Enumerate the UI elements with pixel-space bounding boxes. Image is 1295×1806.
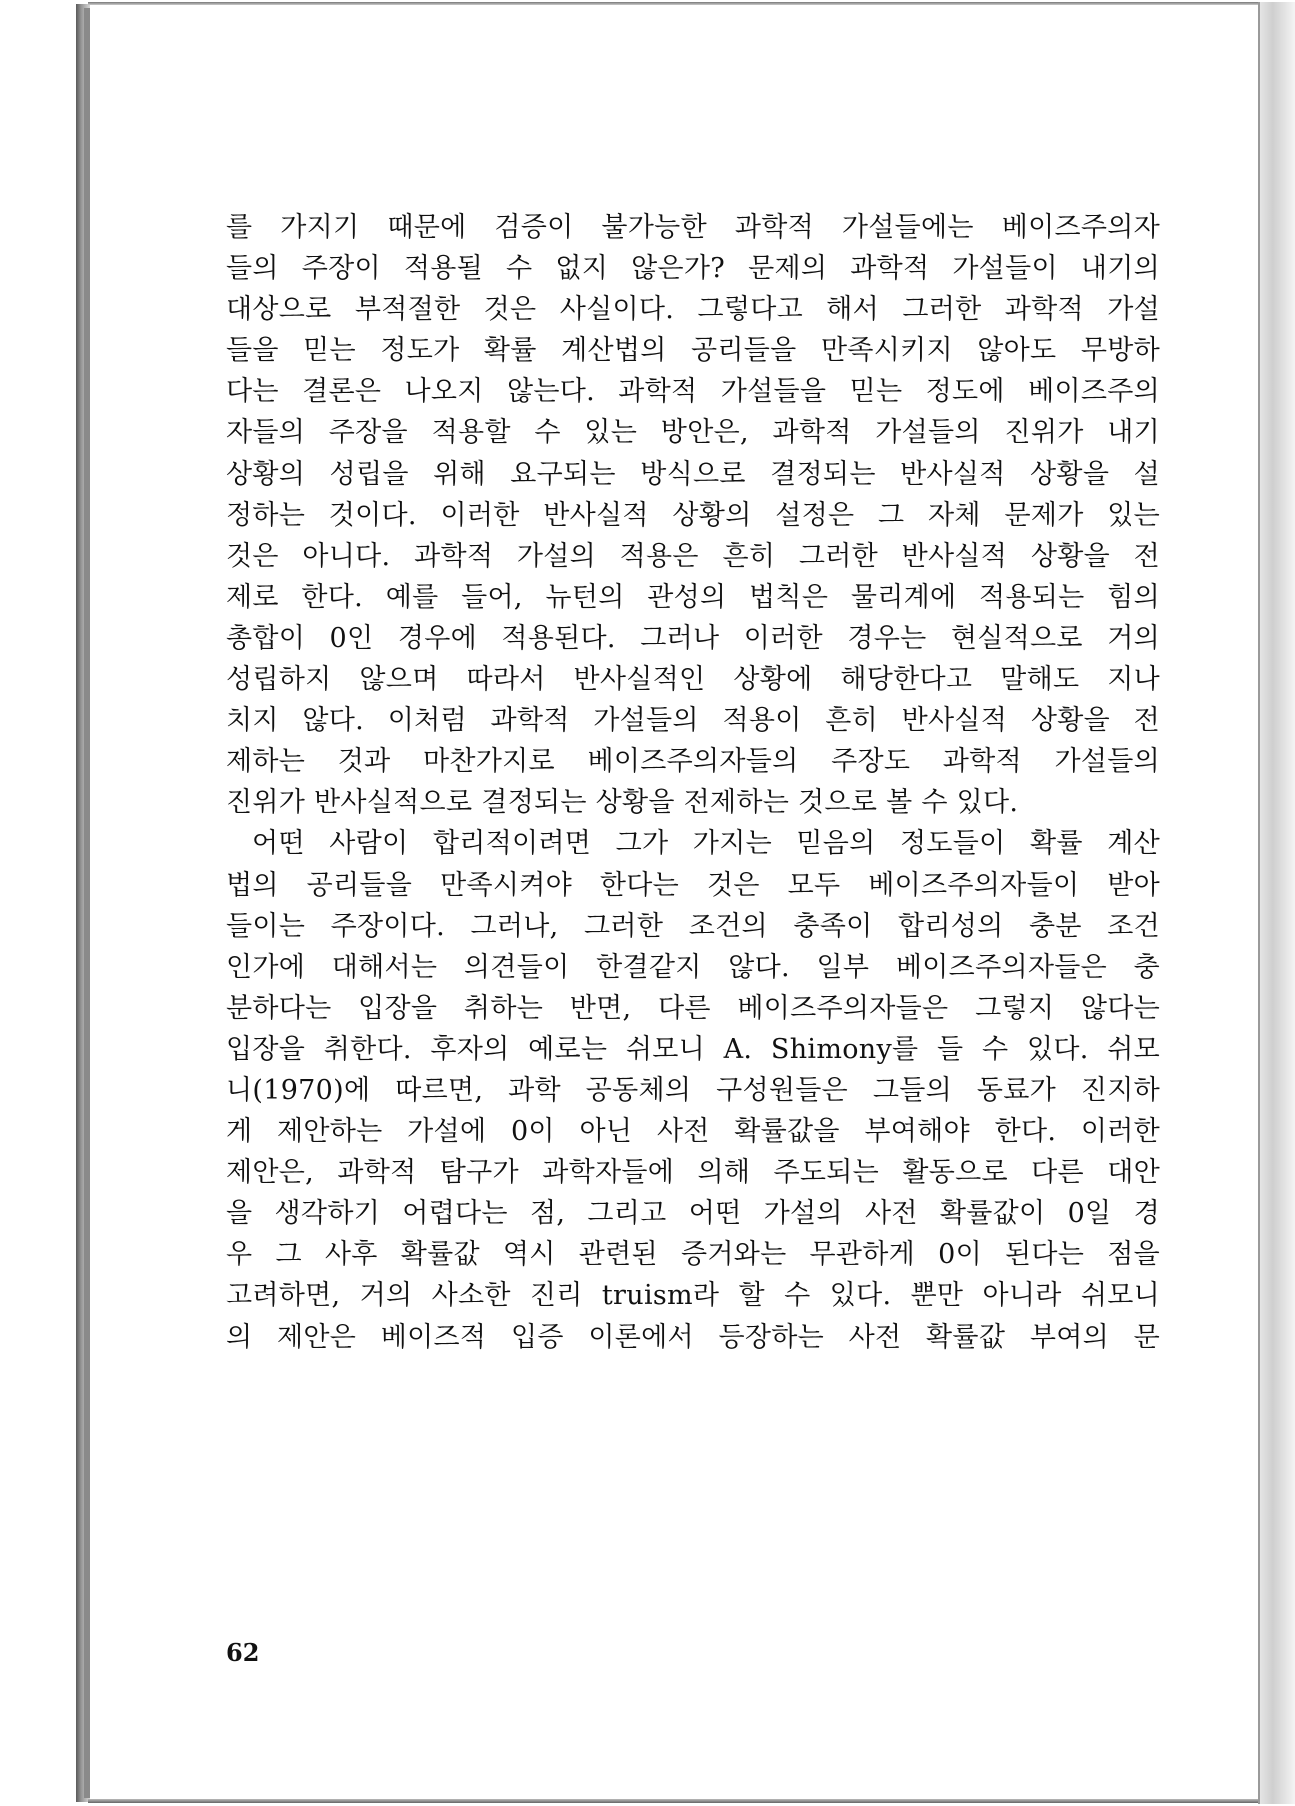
text-line: 우 그 사후 확률값 역시 관련된 증거와는 무관하게 0이 된다는 점을 xyxy=(226,1239,1160,1271)
text-line: 대상으로 부적절한 것은 사실이다. 그렇다고 해서 그러한 과학적 가설 xyxy=(226,294,1160,326)
text-line: 분하다는 입장을 취하는 반면, 다른 베이즈주의자들은 그렇지 않다는 xyxy=(226,992,1160,1024)
text-line: 들의 주장이 적용될 수 없지 않은가? 문제의 과학적 가설들이 내기의 xyxy=(226,253,1160,285)
text-line: 성립하지 않으며 따라서 반사실적인 상황에 해당한다고 말해도 지나 xyxy=(226,664,1160,696)
text-line: 들이는 주장이다. 그러나, 그러한 조건의 충족이 합리성의 충분 조건 xyxy=(226,910,1160,942)
book-page xyxy=(90,5,1258,1799)
text-line: 를 가지기 때문에 검증이 불가능한 과학적 가설들에는 베이즈주의자 xyxy=(226,212,1160,243)
page-body-text xyxy=(226,207,1160,1358)
text-line: 입장을 취한다. 후자의 예로는 쉬모니 A. Shimony를 들 수 있다. 쉬모 xyxy=(226,1033,1160,1065)
text-line: 게 제안하는 가설에 0이 아닌 사전 확률값을 부여해야 한다. 이러한 xyxy=(226,1116,1160,1148)
text-line: 제안은, 과학적 탐구가 과학자들에 의해 주도되는 활동으로 다른 대안 xyxy=(226,1157,1160,1189)
text-line: 정하는 것이다. 이러한 반사실적 상황의 설정은 그 자체 문제가 있는 xyxy=(226,499,1160,531)
text-line: 제로 한다. 예를 들어, 뉴턴의 관성의 법칙은 물리계에 적용되는 힘의 xyxy=(226,581,1160,613)
paragraph-start-line: 어떤 사람이 합리적이려면 그가 가지는 믿음의 정도들이 확률 계산 xyxy=(252,828,1160,860)
text-line: 을 생각하기 어렵다는 점, 그리고 어떤 가설의 사전 확률값이 0일 경 xyxy=(226,1198,1160,1230)
text-line: 법의 공리들을 만족시켜야 한다는 것은 모두 베이즈주의자들이 받아 xyxy=(226,869,1160,901)
text-line: 치지 않다. 이처럼 과학적 가설들의 적용이 흔히 반사실적 상황을 전 xyxy=(226,705,1160,737)
page-edge-right-line xyxy=(1258,2,1260,1804)
text-line: 자들의 주장을 적용할 수 있는 방안은, 과학적 가설들의 진위가 내기 xyxy=(226,417,1160,449)
text-line: 제하는 것과 마찬가지로 베이즈주의자들의 주장도 과학적 가설들의 xyxy=(226,746,1160,778)
text-line: 상황의 성립을 위해 요구되는 방식으로 결정되는 반사실적 상황을 설 xyxy=(226,458,1160,490)
text-line: 것은 아니다. 과학적 가설의 적용은 흔히 그러한 반사실적 상황을 전 xyxy=(226,540,1160,572)
text-line: 인가에 대해서는 의견들이 한결같지 않다. 일부 베이즈주의자들은 충 xyxy=(226,951,1160,983)
text-line: 들을 믿는 정도가 확률 계산법의 공리들을 만족시키지 않아도 무방하 xyxy=(226,335,1160,367)
page-edge-bottom xyxy=(88,1799,1260,1803)
text-line: 의 제안은 베이즈적 입증 이론에서 등장하는 사전 확률값 부여의 문 xyxy=(226,1321,1160,1353)
paragraph-end-line: 진위가 반사실적으로 결정되는 상황을 전제하는 것으로 볼 수 있다. xyxy=(226,787,1019,819)
text-line: 다는 결론은 나오지 않는다. 과학적 가설들을 믿는 정도에 베이즈주의 xyxy=(226,376,1160,408)
text-line: 니(1970)에 따르면, 과학 공동체의 구성원들은 그들의 동료가 진지하 xyxy=(226,1074,1160,1106)
page-edge-right xyxy=(1258,2,1295,1804)
text-line: 총합이 0인 경우에 적용된다. 그러나 이러한 경우는 현실적으로 거의 xyxy=(226,622,1160,654)
text-line: 고려하면, 거의 사소한 진리 truism라 할 수 있다. 뿐만 아니라 쉬모니 xyxy=(226,1280,1160,1312)
page-number: 62 xyxy=(226,1638,260,1667)
